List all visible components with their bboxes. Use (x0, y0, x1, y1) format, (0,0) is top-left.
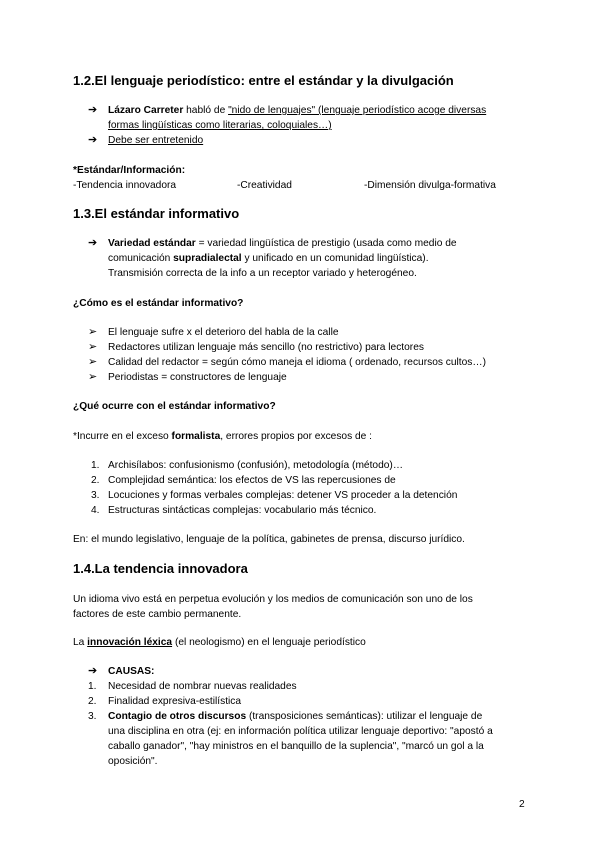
arrow-bullet-icon: ➔ (88, 134, 98, 146)
bullet-lazaro-line1 (108, 103, 486, 118)
cause3-line3: caballo ganador", "hay ministros en el banquillo de la suplencia", "marcó un gol a la (108, 741, 484, 752)
estandar-col3: -Dimensión divulga-formativa (364, 180, 496, 191)
error-item: Archisílabos: confusionismo (confusión), metodología (método)… (108, 460, 404, 471)
cause-item: Necesidad de nombrar nuevas realidades (108, 681, 297, 692)
arrow-bullet-icon: ➔ (88, 665, 98, 677)
arrow-bullet-icon: ➔ (88, 237, 98, 249)
section-title-1-2: 1.2.El lenguaje periodístico: entre el estándar y la divulgación (73, 73, 454, 88)
page-number: 2 (519, 799, 525, 810)
supradialectal-term: supradialectal (173, 253, 242, 264)
list-number: 2. (91, 475, 100, 486)
triangle-bullet-icon: ➢ (88, 356, 98, 368)
estandar-col1: -Tendencia innovadora (73, 180, 177, 191)
variedad-line2-a: comunicación (108, 253, 174, 264)
section-title-1-4: 1.4.La tendencia innovadora (73, 561, 248, 576)
lazaro-text: habló de (183, 105, 229, 116)
como-es-item: Periodistas = constructores de lenguaje (108, 372, 287, 383)
incurre-b: , errores propios por excesos de : (220, 431, 373, 442)
bullet-entretenido[interactable]: Debe ser entretenido (108, 135, 204, 146)
variedad-line3: Transmisión correcta de la info a un receptor variado y heterogéneo. (108, 268, 417, 279)
nido-link-line1[interactable]: "nido de lenguajes" (lenguaje periodístico acoge diversas (228, 105, 487, 116)
innovacion-b: (el neologismo) en el lenguaje periodístico (172, 637, 366, 648)
contagio-term: Contagio de otros discursos (108, 711, 247, 722)
nido-link-line2[interactable]: formas lingüísticas como literarias, coloquiales…) (108, 120, 332, 131)
innovacion-a: La (73, 637, 88, 648)
en-line: En: el mundo legislativo, lenguaje de la política, gabinetes de prensa, discurso jurídico. (73, 534, 465, 545)
section-title-1-3: 1.3.El estándar informativo (73, 206, 240, 221)
como-es-item: El lenguaje sufre x el deterioro del habla de la calle (108, 327, 339, 338)
como-es-item: Calidad del redactor = según cómo maneja el idioma ( ordenado, recursos cultos…) (108, 357, 486, 368)
idioma-para-line2: factores de este cambio permanente. (73, 609, 242, 620)
list-number: 3. (91, 490, 100, 501)
formalista-term: formalista (171, 431, 221, 442)
como-es-item: Redactores utilizan lenguaje más sencillo (no restrictivo) para lectores (108, 342, 424, 353)
triangle-bullet-icon: ➢ (88, 341, 98, 353)
list-number: 2. (88, 696, 97, 707)
triangle-bullet-icon: ➢ (88, 371, 98, 383)
error-item: Estructuras sintácticas complejas: vocabulario más técnico. (108, 505, 377, 516)
como-es-heading: ¿Cómo es el estándar informativo? (73, 298, 244, 309)
error-item: Complejidad semántica: los efectos de VS las repercusiones de (108, 475, 396, 486)
triangle-bullet-icon: ➢ (88, 326, 98, 338)
variedad-term: Variedad estándar (108, 238, 196, 249)
cause3-line1-rest: (transposiciones semánticas): utilizar el lenguaje de (246, 711, 483, 722)
arrow-bullet-icon: ➔ (88, 104, 98, 116)
causas-label: CAUSAS: (108, 666, 155, 677)
lazaro-name: Lázaro Carreter (108, 105, 184, 116)
innovacion-line (73, 635, 366, 650)
variedad-line2-b: y unificado en un comunidad lingüística). (241, 253, 429, 264)
idioma-para-line1: Un idioma vivo está en perpetua evolución y los medios de comunicación son uno de los (73, 594, 473, 605)
que-ocurre-heading: ¿Qué ocurre con el estándar informativo? (73, 401, 276, 412)
list-number: 1. (88, 681, 97, 692)
list-number: 3. (88, 711, 97, 722)
innovacion-term: innovación léxica (87, 637, 173, 648)
variedad-line1 (108, 236, 457, 251)
list-number: 4. (91, 505, 100, 516)
cause3-line2: una disciplina en otra (ej: en información política utilizar lenguaje deportivo: "apostó a (108, 726, 493, 737)
cause-item: Finalidad expresiva-estilística (108, 696, 242, 707)
incurre-line (73, 429, 372, 444)
cause3-line1 (108, 709, 482, 724)
estandar-col2: -Creatividad (237, 180, 292, 191)
cause3-line4: oposición". (108, 756, 158, 767)
variedad-line2 (108, 251, 429, 266)
list-number: 1. (91, 460, 100, 471)
incurre-a: *Incurre en el exceso (73, 431, 172, 442)
variedad-line1-rest: = variedad lingüística de prestigio (usada como medio de (195, 238, 457, 249)
error-item: Locuciones y formas verbales complejas: detener VS proceder a la detención (108, 490, 458, 501)
estandar-heading: *Estándar/Información: (73, 165, 186, 176)
